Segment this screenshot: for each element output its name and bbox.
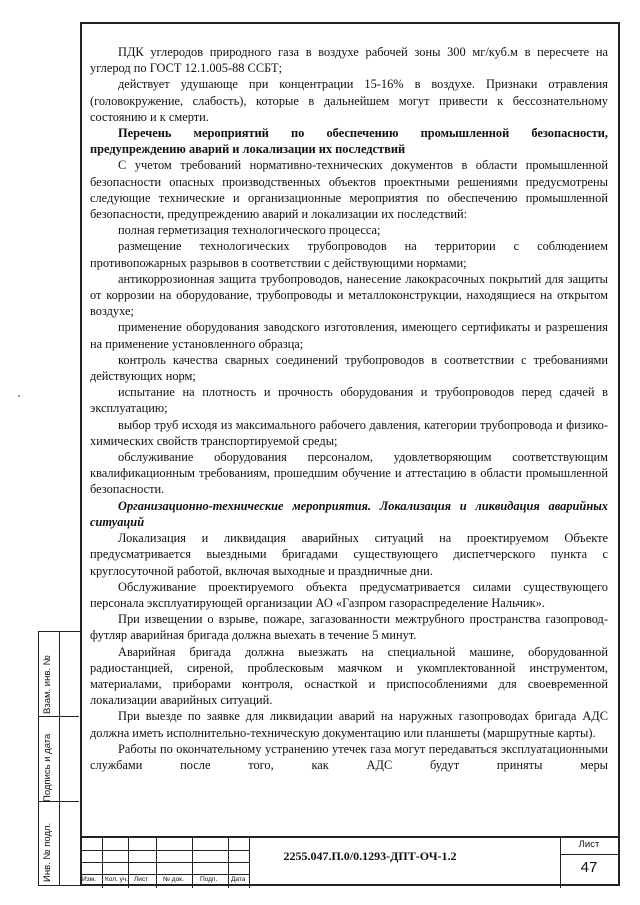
tb-divider xyxy=(102,838,103,888)
tb-row-line xyxy=(80,850,249,851)
tb-divider xyxy=(192,838,193,888)
paragraph: испытание на плотность и прочность оборудования и трубопроводов перед сдачей в эксплуатацию; xyxy=(90,385,608,416)
paragraph: ПДК углеродов природного газа в воздухе рабочей зоны 300 мг/куб.м в пересчете на углерод по ГОСТ 12.1.005-88 ССБТ; xyxy=(90,45,608,76)
paragraph: антикоррозионная защита трубопроводов, нанесение лакокрасочных покрытий для защиты от коррозии на оборудование, трубопроводы и металлоконструкции, находящиеся на открытом воздухе; xyxy=(90,271,608,319)
paragraph: При выезде по заявке для ликвидации аварий на наружных газопроводах бригада АДС должна иметь исполнительно-техническую документацию или планшеты (маршрутные карты). xyxy=(90,709,608,740)
paragraph: выбор труб исходя из максимального рабочего давления, категории трубопровода и физико-химических свойств транспортируемой среды; xyxy=(90,417,608,448)
side-divider xyxy=(59,632,60,885)
side-stamp xyxy=(38,631,80,886)
replace-inv-label: Взам. инв. № xyxy=(42,655,53,714)
col-count: Кол. уч. xyxy=(105,876,129,883)
sheet-label: Лист xyxy=(578,839,600,850)
section-heading: Перечень мероприятий по обеспечению промышленной безопасности, предупреждению аварий и локализации их последствий xyxy=(90,126,608,157)
document-code: 2255.047.П.0/0.1293-ДПТ-ОЧ-1.2 xyxy=(283,849,457,863)
original-inv-label: Инв. № подл. xyxy=(42,822,53,882)
paragraph: обслуживание оборудования персоналом, удовлетворяющим соответствующим квалификационным требованиям, прошедшим обучение и аттестацию в области промышленной безопасности. xyxy=(90,450,608,497)
paragraph: Аварийная бригада должна выезжать на специальной машине, оборудованной радиостанцией, сиреной, проблесковым маячком и укомплектованной инструментом, материалами, приборами контроля, оснасткой и приспособлениями для своевременной локализации аварийных ситуаций. xyxy=(90,644,608,708)
col-doc: № док. xyxy=(163,876,184,883)
paragraph: применение оборудования заводского изготовления, имеющего сертификаты и разрешения на применение установленного образца; xyxy=(90,320,608,351)
paragraph: контроль качества сварных соединений трубопроводов в соответствии с требованиями действующих норм; xyxy=(90,352,608,384)
tb-divider xyxy=(228,838,229,888)
section-heading: Организационно-технические мероприятия. Локализация и ликвидация аварийных ситуаций xyxy=(90,498,608,529)
tb-row-line xyxy=(560,854,620,855)
col-sheet: Лист xyxy=(134,876,149,883)
col-date: Дата xyxy=(231,876,246,883)
title-block xyxy=(80,836,620,888)
paragraph: При извещении о взрыве, пожаре, загазованности межтрубного пространства газопровод-футляр аварийная бригада должна выехать в течение 5 минут. xyxy=(90,612,608,643)
paragraph: Локализация и ликвидация аварийных ситуаций на проектируемом Объекте предусматривается выездными бригадами существующего диспетчерского пункта с круглосуточной работой, включая выходные и праздничные дни. xyxy=(90,531,608,578)
tb-row-line xyxy=(80,862,249,863)
margin-mark xyxy=(18,395,20,397)
tb-divider xyxy=(249,838,250,888)
paragraph: Работы по окончательному устранению утечек газа могут передаваться эксплуатационными службами после того, как АДС будут приняты меры xyxy=(90,741,608,772)
paragraph: С учетом требований нормативно-технических документов в области промышленной безопасности опасных производственных объектов проектными решениями предусмотрены следующие технические и организационные мероприятия по обеспечению промышленной безопасности, предупреждению аварий и локализации их последствий: xyxy=(90,158,608,222)
paragraph: Обслуживание проектируемого объекта предусматривается силами существующего персонала эксплуатирующей организации АО «Газпром газораспределение Нальчик». xyxy=(90,579,608,610)
col-change: Изм. xyxy=(82,876,96,883)
col-sign: Подп. xyxy=(200,876,218,883)
signature-date-label: Подпись и дата xyxy=(42,733,53,802)
page-number: 47 xyxy=(580,859,598,876)
document-body xyxy=(90,44,608,773)
paragraph: полная герметизация технологического процесса; xyxy=(118,223,381,238)
tb-divider xyxy=(156,838,157,888)
tb-divider xyxy=(128,838,129,888)
tb-row-line xyxy=(80,874,249,875)
paragraph: действует удушающе при концентрации 15-16% в воздухе. Признаки отравления (головокружение, слабость), которые в дальнейшем могут привести к бессознательному состоянию и к смерти. xyxy=(90,77,608,124)
paragraph: размещение технологических трубопроводов на территории с соблюдением противопожарных разрывов в соответствии с действующими нормами; xyxy=(90,239,608,270)
tb-divider xyxy=(560,838,561,888)
